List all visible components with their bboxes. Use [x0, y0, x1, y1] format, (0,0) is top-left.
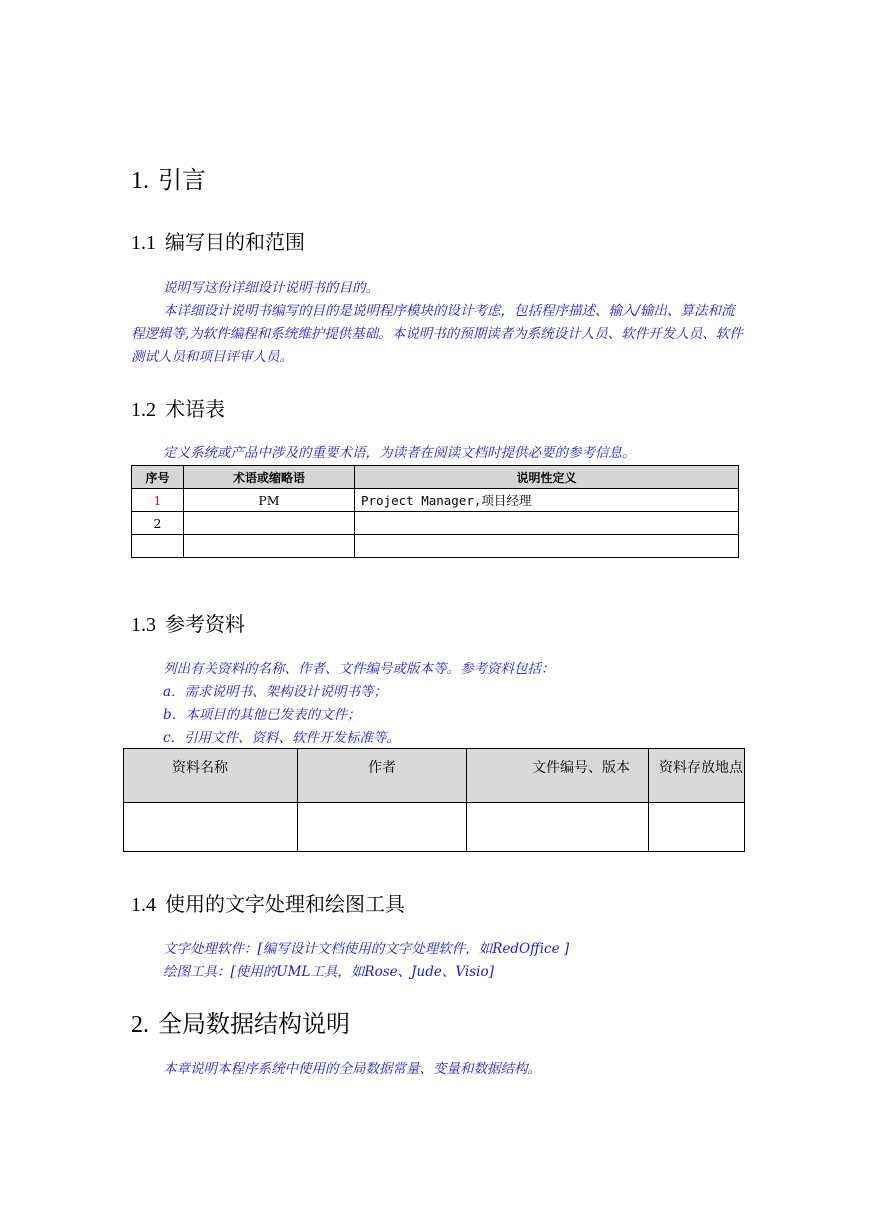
table-cell: 1	[132, 489, 184, 512]
table-cell: Project Manager,项目经理	[355, 489, 739, 512]
table-cell	[355, 535, 739, 558]
note-1-2: 定义系统或产品中涉及的重要术语，为读者在阅读文档时提供必要的参考信息。	[163, 445, 636, 461]
table-header-cell: 术语或缩略语	[184, 466, 355, 489]
table-row	[132, 489, 739, 512]
table-cell	[355, 512, 739, 535]
table-cell: 2	[132, 512, 184, 535]
note-1-4-word: 文字处理软件：[编写设计文档使用的文字处理软件，如RedOffice ]	[163, 941, 570, 957]
note-1-3-a: a．需求说明书、架构设计说明书等；	[163, 684, 388, 700]
paragraph-1-1: 本详细设计说明书编写的目的是说明程序模块的设计考虑，包括程序描述、输入/输出、算法和流程逻辑等,为软件编程和系统维护提供基础。本说明书的预期读者为系统设计人员、软件开发人员、软件测试人员和项目评审人员。	[131, 303, 743, 365]
table-cell	[184, 512, 355, 535]
note-1-3-b: b．本项目的其他已发表的文件；	[163, 707, 361, 723]
note-1-4-drawing: 绘图工具：[使用的UML工具，如Rose、Jude、Visio]	[163, 964, 494, 980]
table-cell	[298, 803, 467, 852]
table-cell	[467, 803, 649, 852]
table-header-cell: 资料存放地点	[649, 749, 745, 803]
terms-table	[131, 465, 739, 558]
table-header-cell: 资料名称	[124, 749, 298, 803]
table-cell: PM	[184, 489, 355, 512]
heading-1-3: 1.3 参考资料	[131, 612, 245, 636]
table-header-cell: 文件编号、版本	[467, 749, 649, 803]
table-header-row	[132, 466, 739, 489]
heading-1-2: 1.2 术语表	[131, 397, 225, 421]
table-header-cell: 序号	[132, 466, 184, 489]
heading-1: 1. 引言	[131, 166, 206, 194]
table-header-row	[124, 749, 745, 803]
table-cell	[132, 535, 184, 558]
heading-1-1: 1.1 编写目的和范围	[131, 230, 305, 254]
table-row	[124, 803, 745, 852]
table-cell	[184, 535, 355, 558]
heading-1-4: 1.4 使用的文字处理和绘图工具	[131, 892, 405, 916]
table-row	[132, 512, 739, 535]
table-header-cell: 作者	[298, 749, 467, 803]
table-header-cell: 说明性定义	[355, 466, 739, 489]
note-2: 本章说明本程序系统中使用的全局数据常量、变量和数据结构。	[163, 1061, 541, 1077]
table-row	[132, 535, 739, 558]
table-cell	[124, 803, 298, 852]
heading-2: 2. 全局数据结构说明	[131, 1010, 350, 1038]
note-1-3-intro: 列出有关资料的名称、作者、文件编号或版本等。参考资料包括：	[163, 661, 555, 677]
note-1-3-c: c．引用文件、资料、软件开发标准等。	[163, 730, 401, 746]
note-1-1: 说明写这份详细设计说明书的目的。	[163, 280, 379, 296]
reference-table	[123, 748, 745, 852]
table-cell	[649, 803, 745, 852]
